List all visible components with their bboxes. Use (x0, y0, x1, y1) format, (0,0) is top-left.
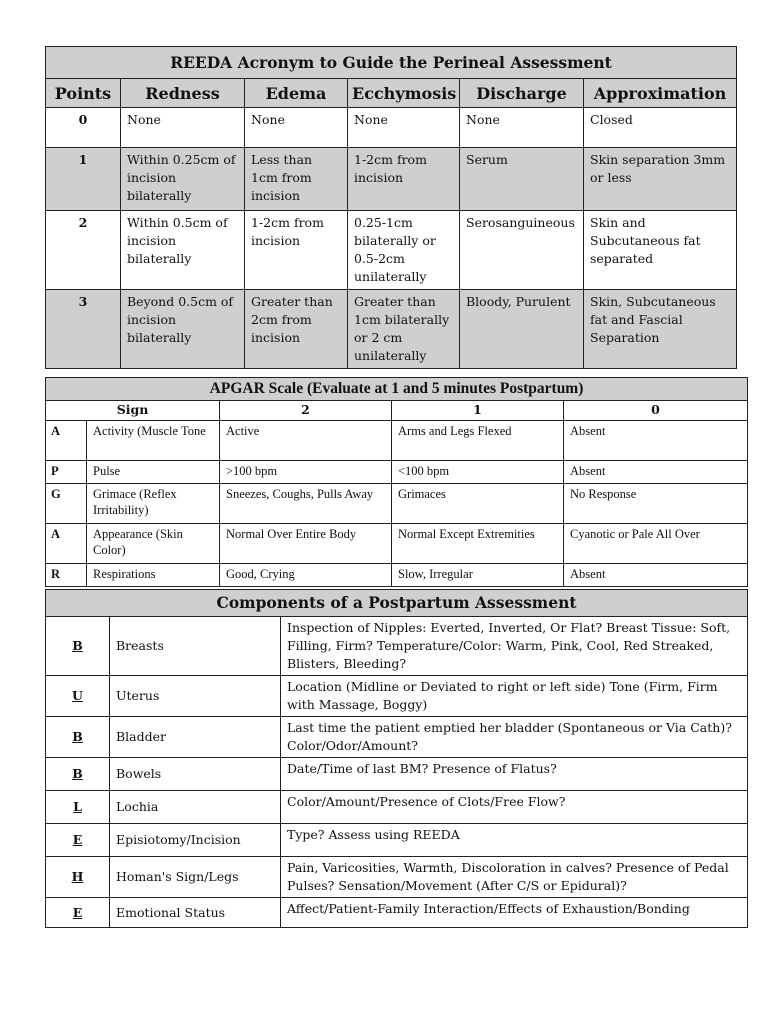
reeda-cell: None (348, 108, 460, 148)
table-row (46, 108, 737, 148)
reeda-cell: 1-2cm from incision (348, 148, 460, 211)
reeda-table (45, 46, 737, 369)
apgar-cell: Sneezes, Coughs, Pulls Away (220, 484, 392, 524)
table-row (46, 524, 748, 564)
reeda-cell: 0.25-1cm bilaterally or 0.5-2cm unilaterally (348, 211, 460, 290)
postpartum-letter: U (46, 676, 110, 717)
apgar-cell: Normal Except Extremities (392, 524, 564, 564)
reeda-cell: None (460, 108, 584, 148)
apgar-cell: <100 bpm (392, 461, 564, 484)
apgar-cell: Absent (564, 564, 748, 587)
postpartum-description: Affect/Patient-Family Interaction/Effects of Exhaustion/Bonding (281, 898, 748, 928)
postpartum-description: Last time the patient emptied her bladder (Spontaneous or Via Cath)? Color/Odor/Amount? (281, 717, 748, 758)
postpartum-component: Bladder (110, 717, 281, 758)
postpartum-component: Homan's Sign/Legs (110, 857, 281, 898)
postpartum-letter: H (46, 857, 110, 898)
reeda-cell: Less than 1cm from incision (245, 148, 348, 211)
table-row (46, 564, 748, 587)
postpartum-description: Date/Time of last BM? Presence of Flatus? (281, 758, 748, 791)
apgar-header-0: 0 (564, 401, 748, 421)
postpartum-letter: E (46, 824, 110, 857)
reeda-cell: Bloody, Purulent (460, 290, 584, 369)
reeda-cell: Skin, Subcutaneous fat and Fascial Separation (584, 290, 737, 369)
apgar-header-2: 2 (220, 401, 392, 421)
postpartum-component: Episiotomy/Incision (110, 824, 281, 857)
apgar-cell: Activity (Muscle Tone (87, 421, 220, 461)
postpartum-description: Inspection of Nipples: Everted, Inverted, Or Flat? Breast Tissue: Soft, Filling, Firm? Temperature/Color: Warm, Pink, Cool, Red Streaked, Blisters, Bleeding? (281, 617, 748, 676)
postpartum-component: Bowels (110, 758, 281, 791)
reeda-cell: 1 (46, 148, 121, 211)
table-row (46, 421, 748, 461)
table-row (46, 617, 748, 676)
apgar-cell: Appearance (Skin Color) (87, 524, 220, 564)
table-row (46, 290, 737, 369)
table-row (46, 717, 748, 758)
postpartum-component: Uterus (110, 676, 281, 717)
reeda-cell: None (245, 108, 348, 148)
postpartum-title: Components of a Postpartum Assessment (46, 590, 748, 617)
postpartum-component: Lochia (110, 791, 281, 824)
reeda-cell: 3 (46, 290, 121, 369)
postpartum-table (45, 589, 748, 928)
reeda-cell: None (121, 108, 245, 148)
apgar-cell: Good, Crying (220, 564, 392, 587)
table-row (46, 857, 748, 898)
apgar-table (45, 377, 748, 587)
reeda-cell: Serosanguineous (460, 211, 584, 290)
apgar-letter: A (46, 421, 87, 461)
postpartum-description: Location (Midline or Deviated to right or left side) Tone (Firm, Firm with Massage, Boggy) (281, 676, 748, 717)
postpartum-letter: E (46, 898, 110, 928)
postpartum-description: Type? Assess using REEDA (281, 824, 748, 857)
reeda-header-discharge: Discharge (460, 79, 584, 108)
reeda-cell: Skin and Subcutaneous fat separated (584, 211, 737, 290)
reeda-title: REEDA Acronym to Guide the Perineal Assessment (46, 47, 737, 79)
reeda-cell: 1-2cm from incision (245, 211, 348, 290)
table-row (46, 791, 748, 824)
reeda-cell: Within 0.25cm of incision bilaterally (121, 148, 245, 211)
table-row (46, 461, 748, 484)
apgar-letter: G (46, 484, 87, 524)
reeda-cell: Skin separation 3mm or less (584, 148, 737, 211)
reeda-header-approximation: Approximation (584, 79, 737, 108)
apgar-letter: R (46, 564, 87, 587)
table-row (46, 211, 737, 290)
apgar-letter: P (46, 461, 87, 484)
reeda-cell: Greater than 1cm bilaterally or 2 cm unilaterally (348, 290, 460, 369)
postpartum-component: Emotional Status (110, 898, 281, 928)
reeda-header-points: Points (46, 79, 121, 108)
apgar-cell: Grimaces (392, 484, 564, 524)
table-row (46, 676, 748, 717)
reeda-cell: Greater than 2cm from incision (245, 290, 348, 369)
postpartum-component: Breasts (110, 617, 281, 676)
reeda-cell: Within 0.5cm of incision bilaterally (121, 211, 245, 290)
postpartum-description: Pain, Varicosities, Warmth, Discoloration in calves? Presence of Pedal Pulses? Sensation/Movement (After C/S or Epidural)? (281, 857, 748, 898)
apgar-cell: Pulse (87, 461, 220, 484)
table-row (46, 758, 748, 791)
apgar-cell: Active (220, 421, 392, 461)
reeda-cell: 2 (46, 211, 121, 290)
apgar-header-1: 1 (392, 401, 564, 421)
table-row (46, 898, 748, 928)
apgar-cell: Respirations (87, 564, 220, 587)
reeda-header-redness: Redness (121, 79, 245, 108)
apgar-cell: No Response (564, 484, 748, 524)
reeda-cell: Closed (584, 108, 737, 148)
apgar-cell: Slow, Irregular (392, 564, 564, 587)
postpartum-letter: B (46, 717, 110, 758)
reeda-cell: Beyond 0.5cm of incision bilaterally (121, 290, 245, 369)
apgar-letter: A (46, 524, 87, 564)
apgar-cell: >100 bpm (220, 461, 392, 484)
reeda-header-edema: Edema (245, 79, 348, 108)
apgar-cell: Grimace (Reflex Irritability) (87, 484, 220, 524)
postpartum-description: Color/Amount/Presence of Clots/Free Flow? (281, 791, 748, 824)
postpartum-letter: B (46, 758, 110, 791)
apgar-title: APGAR Scale (Evaluate at 1 and 5 minutes Postpartum) (46, 378, 748, 401)
apgar-cell: Absent (564, 461, 748, 484)
table-row (46, 148, 737, 211)
apgar-cell: Normal Over Entire Body (220, 524, 392, 564)
table-row (46, 484, 748, 524)
apgar-cell: Arms and Legs Flexed (392, 421, 564, 461)
reeda-header-ecchymosis: Ecchymosis (348, 79, 460, 108)
reeda-cell: 0 (46, 108, 121, 148)
postpartum-letter: L (46, 791, 110, 824)
apgar-header-sign: Sign (46, 401, 220, 421)
apgar-cell: Cyanotic or Pale All Over (564, 524, 748, 564)
postpartum-letter: B (46, 617, 110, 676)
apgar-cell: Absent (564, 421, 748, 461)
reeda-cell: Serum (460, 148, 584, 211)
table-row (46, 824, 748, 857)
